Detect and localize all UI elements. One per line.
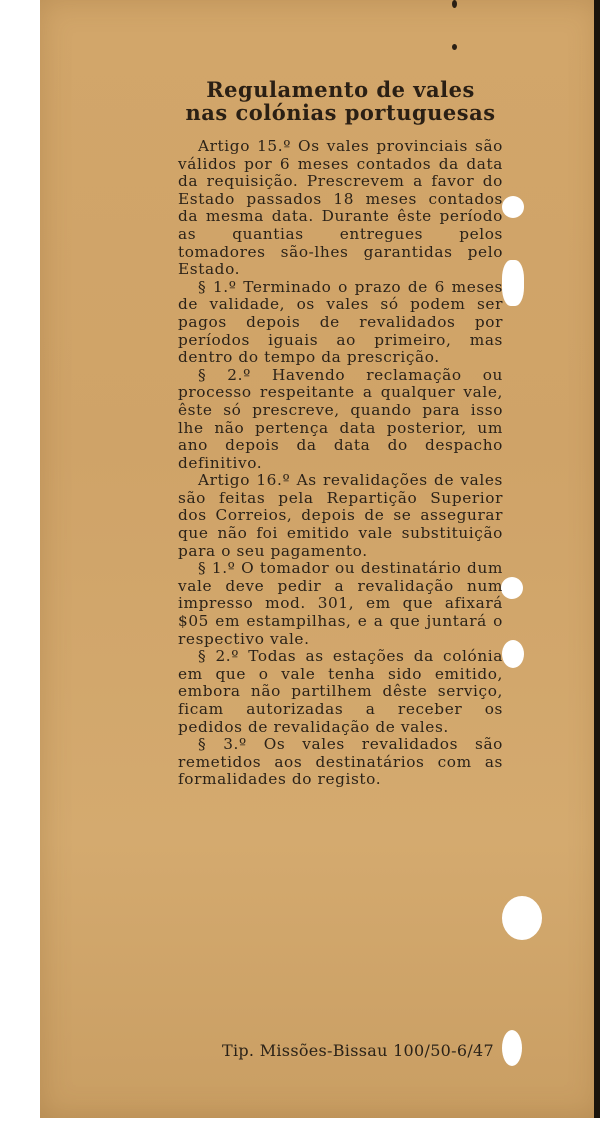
article-15-paragraph-1: § 1.º Terminado o prazo de 6 meses de validade, os vales só podem ser pagos depois de revalidados por períodos iguais ao primeiro, mas dentro do tempo da prescrição.: [178, 277, 503, 367]
binding-hole: [502, 640, 524, 668]
document-title: [178, 78, 503, 124]
ink-mark: [452, 0, 457, 8]
title-line-1: Regulamento de vales: [206, 77, 475, 102]
article-16-paragraph-1: § 1.º O tomador ou destinatário dum vale deve pedir a revalidação num impresso mod. 301, em que afixará $05 em estampilhas, e a que juntará o respectivo vale.: [178, 559, 503, 648]
binding-hole: [502, 896, 542, 940]
printer-imprint: Tip. Missões-Bissau 100/50-6/47: [222, 1041, 494, 1060]
binding-hole: [502, 196, 524, 218]
ink-mark: [452, 44, 457, 50]
article-16-paragraph-2: § 2.º Todas as estações da colónia em que o vale tenha sido emitido, embora não partilhem dêste serviço, ficam autorizadas a receber os pedidos de revalidação de vales.: [178, 647, 503, 736]
article-16-paragraph-3: § 3.º Os vales revalidados são remetidos aos destinatários com as formalidades do registo.: [178, 735, 503, 789]
article-15-paragraph-2: § 2.º Havendo reclamação ou processo respeitante a qualquer vale, êste só prescreve, quando para isso lhe não pertença data posterior, um ano depois da data do despacho definitivo.: [178, 365, 503, 472]
page-edge-shadow: [594, 0, 600, 1118]
regulation-text: [178, 78, 503, 789]
article-16: Artigo 16.º As revalidações de vales são feitas pela Repartição Superior dos Correios, depois de se assegurar que não foi emitido vale substituição para o seu pagamento.: [178, 471, 503, 560]
binding-hole: [501, 577, 523, 599]
title-line-2: nas colónias portuguesas: [185, 100, 496, 125]
article-15: Artigo 15.º Os vales provinciais são válidos por 6 meses contados da data da requisição. Prescrevem a favor do Estado passados 18 meses contados da mesma data. Durante êste período as quantias entregues pelos tomadores são-lhes garantidas pelo Estado.: [178, 137, 503, 279]
binding-hole: [502, 260, 524, 306]
